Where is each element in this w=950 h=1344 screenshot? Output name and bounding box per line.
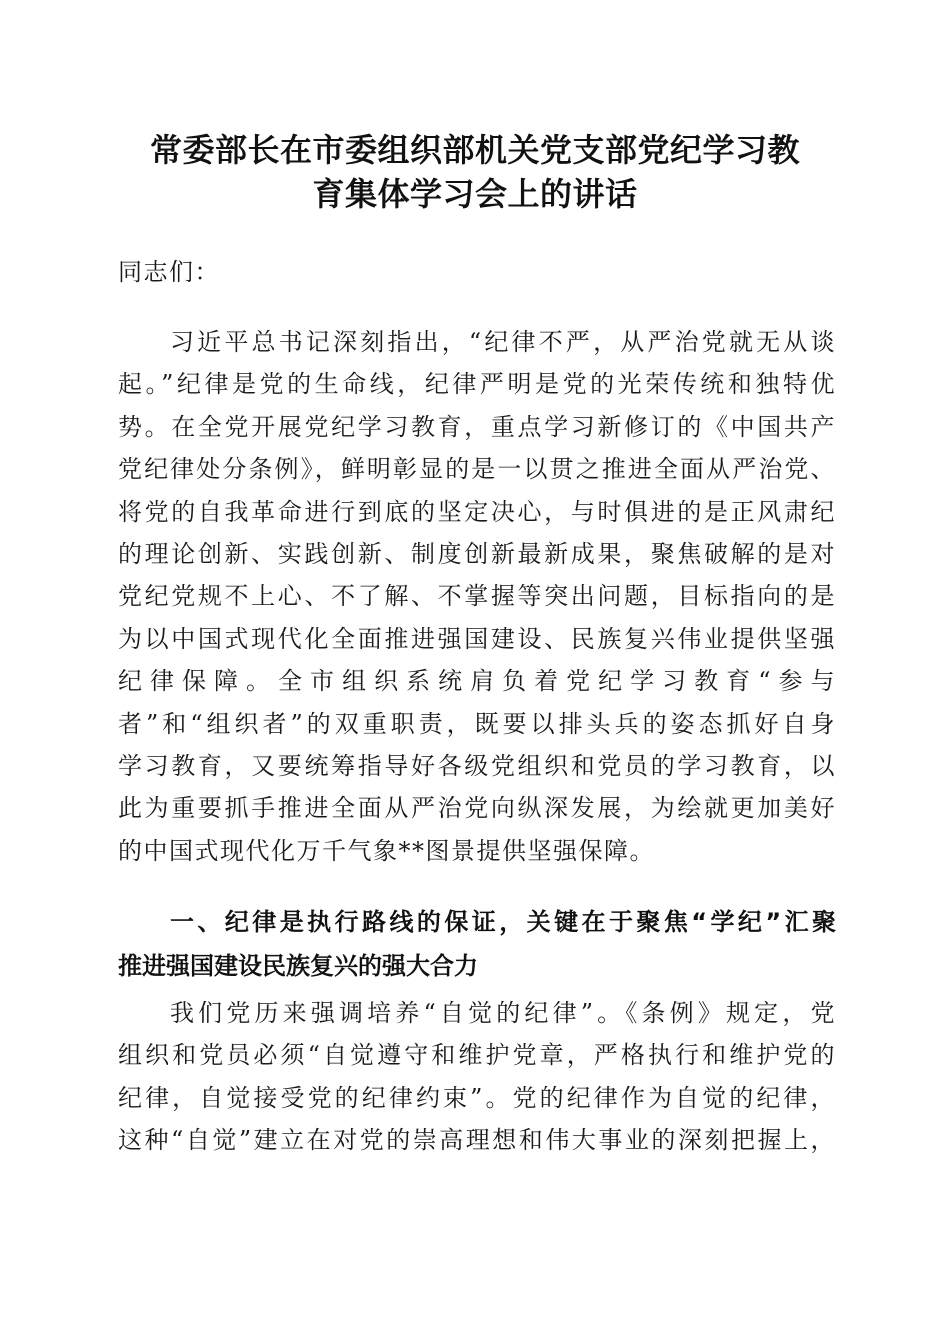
paragraph-2 bbox=[118, 992, 836, 1162]
heading-line: 一、纪律是执行路线的保证，关键在于聚焦“学纪”汇聚 bbox=[170, 908, 836, 936]
paragraph-line: 将党的自我革命进行到底的坚定决心，与时俱进的是正风肃纪 bbox=[118, 497, 836, 526]
salutation: 同志们： bbox=[118, 258, 220, 286]
paragraph-line: 我们党历来强调培养“自觉的纪律”。《条例》规定，党 bbox=[170, 999, 836, 1027]
paragraph-line: 势。在全党开展党纪学习教育，重点学习新修订的《中国共产 bbox=[118, 412, 836, 441]
paragraph-line: 纪律，自觉接受党的纪律约束”。党的纪律作为自觉的纪律， bbox=[118, 1083, 836, 1112]
document-title bbox=[100, 128, 850, 216]
paragraph-line: 者”和“组织者”的双重职责，既要以排头兵的姿态抓好自身 bbox=[118, 709, 836, 738]
paragraph-1 bbox=[118, 321, 836, 872]
paragraph-line: 党纪党规不上心、不了解、不掌握等突出问题，目标指向的是 bbox=[118, 582, 836, 611]
paragraph-line: 为以中国式现代化全面推进强国建设、民族复兴伟业提供坚强 bbox=[118, 624, 836, 653]
paragraph-line: 学习教育，又要统筹指导好各级党组织和党员的学习教育，以 bbox=[118, 751, 836, 780]
paragraph-line: 起。”纪律是党的生命线，纪律严明是党的光荣传统和独特优 bbox=[118, 370, 836, 399]
title-line: 常委部长在市委组织部机关党支部党纪学习教 bbox=[149, 131, 800, 169]
heading-line: 推进强国建设民族复兴的强大合力 bbox=[118, 952, 478, 980]
paragraph-line: 的中国式现代化万千气象**图景提供坚强保障。 bbox=[118, 836, 655, 865]
paragraph-line: 组织和党员必须“自觉遵守和维护党章，严格执行和维护党的 bbox=[118, 1041, 836, 1070]
paragraph-line: 此为重要抓手推进全面从严治党向纵深发展，为绘就更加美好 bbox=[118, 794, 836, 823]
paragraph-line: 这种“自觉”建立在对党的崇高理想和伟大事业的深刻把握上， bbox=[118, 1126, 836, 1155]
title-line: 育集体学习会上的讲话 bbox=[312, 175, 638, 213]
section-heading-1 bbox=[118, 900, 836, 988]
paragraph-line: 党纪律处分条例》，鲜明彰显的是一以贯之推进全面从严治党、 bbox=[118, 455, 836, 484]
paragraph-line: 习近平总书记深刻指出，“纪律不严，从严治党就无从谈 bbox=[170, 328, 836, 356]
paragraph-line: 的理论创新、实践创新、制度创新最新成果，聚焦破解的是对 bbox=[118, 539, 836, 568]
paragraph-line: 纪律保障。全市组织系统肩负着党纪学习教育“参与 bbox=[118, 667, 836, 696]
